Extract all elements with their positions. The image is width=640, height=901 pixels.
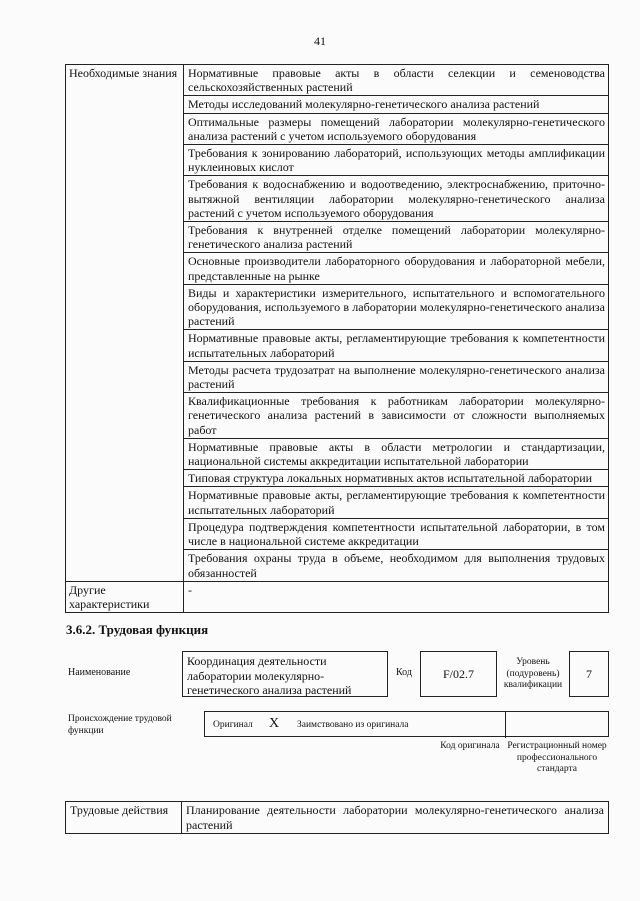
other-characteristics-label: Другие характеристики (66, 581, 184, 612)
function-code-label: Код (396, 667, 412, 678)
actions-table (65, 801, 609, 834)
knowledge-item: Нормативные правовые акты, регламентирующие требования к компетентности испытательных лабораторий (184, 330, 609, 361)
origin-box (204, 711, 609, 737)
knowledge-item: Нормативные правовые акты в области метрологии и стандартизации, национальной системы аккредитации испытательной лаборатории (184, 438, 609, 469)
qualification-level-label: Уровень (подуровень) квалификации (503, 657, 563, 690)
knowledge-row (66, 65, 609, 96)
knowledge-label: Необходимые знания (66, 65, 184, 582)
page-number: 41 (314, 34, 326, 48)
function-name-label: Наименование (68, 667, 131, 678)
section-heading: 3.6.2. Трудовая функция (66, 622, 209, 637)
knowledge-item: Квалификационные требования к работникам лаборатории молекулярно-генетического анализа растений в зависимости от сложности выполняемых работ (184, 393, 609, 439)
registration-number-caption: Регистрационный номер профессионального стандарта (507, 741, 607, 774)
knowledge-item: Требования к внутренней отделке помещений лаборатории молекулярно-генетического анализа растений (184, 222, 609, 253)
function-code-value: F/02.7 (420, 651, 497, 697)
knowledge-item: Требования к зонированию лабораторий, использующих методы амплификации нуклеиновых кислот (184, 145, 609, 176)
other-characteristics-value: - (184, 581, 609, 612)
actions-label: Трудовые действия (66, 802, 182, 834)
origin-original-mark: X (269, 716, 280, 731)
knowledge-item: Требования к водоснабжению и водоотведению, электроснабжению, приточно-вытяжной вентиляции лаборатории молекулярно-генетического анализа растений с учетом используемого оборудования (184, 176, 609, 222)
knowledge-item: Виды и характеристики измерительного, испытательного и вспомогательного оборудования, используемого в лаборатории молекулярно-генетического анализа растений (184, 284, 609, 330)
function-name-value: Координация деятельности лаборатории молекулярно-генетического анализа растений (182, 651, 388, 697)
knowledge-item: Основные производители лабораторного оборудования и лабораторной мебели, представленные на рынке (184, 253, 609, 284)
knowledge-item: Требования охраны труда в объеме, необходимом для выполнения трудовых обязанностей (184, 550, 609, 581)
knowledge-item: Методы расчета трудозатрат на выполнение молекулярно-генетического анализа растений (184, 361, 609, 392)
action-item: Планирование деятельности лаборатории молекулярно-генетического анализа растений (182, 802, 609, 834)
knowledge-table (65, 64, 609, 613)
origin-original-label: Оригинал (213, 720, 253, 730)
knowledge-item: Типовая структура локальных нормативных актов испытательной лаборатории (184, 470, 609, 487)
origin-borrowed-label: Заимствовано из оригинала (297, 720, 409, 730)
knowledge-item: Нормативные правовые акты в области селекции и семеноводства сельскохозяйственных растений (184, 65, 609, 96)
knowledge-item: Процедура подтверждения компетентности испытательной лаборатории, в том числе в национальной системе аккредитации (184, 518, 609, 549)
origin-divider (505, 712, 506, 738)
qualification-level-value: 7 (569, 651, 609, 697)
actions-row (66, 802, 609, 834)
origin-label: Происхождение трудовой функции (68, 714, 172, 736)
knowledge-item: Оптимальные размеры помещений лаборатории молекулярно-генетического анализа растений с учетом используемого оборудования (184, 113, 609, 144)
origin-code-caption: Код оригинала (440, 741, 500, 751)
other-characteristics-row (66, 581, 609, 612)
knowledge-item: Методы исследований молекулярно-генетического анализа растений (184, 96, 609, 113)
knowledge-item: Нормативные правовые акты, регламентирующие требования к компетентности испытательных лабораторий (184, 487, 609, 518)
